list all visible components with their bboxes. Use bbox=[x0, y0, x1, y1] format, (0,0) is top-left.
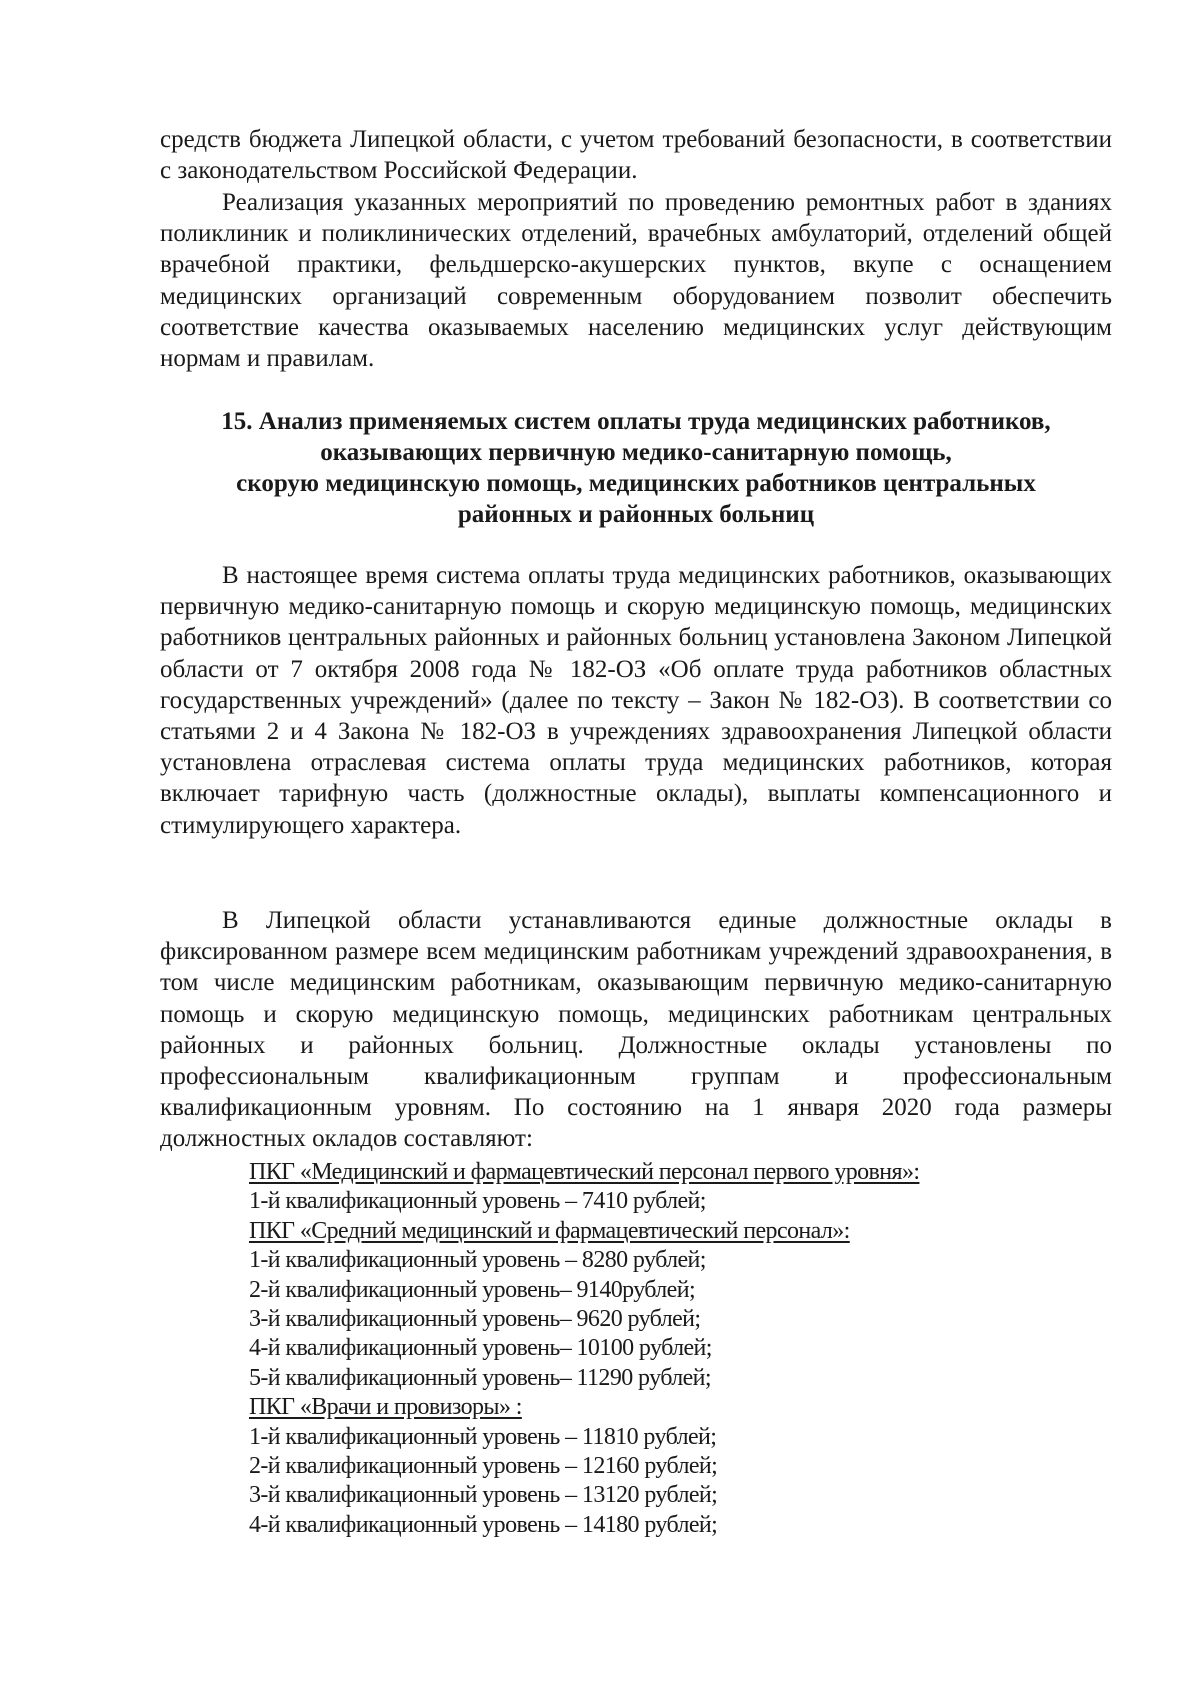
list-item: 4-й квалификационный уровень– 10100 рублей; bbox=[249, 1335, 712, 1362]
list-item: 1-й квалификационный уровень – 7410 рублей; bbox=[249, 1188, 706, 1215]
heading-line: районных и районных больниц bbox=[457, 501, 815, 528]
list-item: 5-й квалификационный уровень– 11290 рублей; bbox=[249, 1364, 711, 1391]
list-item: 2-й квалификационный уровень– 9140рублей; bbox=[249, 1276, 696, 1303]
paragraph-repair-works: Реализация указанных мероприятий по проведению ремонтных работ в зданиях поликлиник и поликлинических отделений, врачебных амбулаторий, отделений общей врачебной практики, фельдшерско-акушерских пунктов, вкупе с оснащением медицинских организаций современным оборудованием позволит обеспечить соответствие качества оказываемых населению медицинских услуг действующим нормам и правилам. bbox=[160, 189, 1112, 373]
list-item: 1-й квалификационный уровень – 11810 рублей; bbox=[249, 1423, 717, 1450]
list-item: 1-й квалификационный уровень – 8280 рублей; bbox=[249, 1247, 706, 1274]
paragraph-salaries: В Липецкой области устанавливаются единые должностные оклады в фиксированном размере всем медицинским работникам учреждений здравоохранения, в том числе медицинским работникам, оказывающим первичную медико-санитарную помощь и скорую медицинскую помощь, медицинских работникам центральных районных и районных больниц. Должностные оклады установлены по профессиональным квалификационным группам и профессиональным квалификационным уровням. По состоянию на 1 января 2020 года размеры должностных окладов составляют: bbox=[160, 907, 1112, 1153]
list-group-heading: ПКГ «Врачи и провизоры» : bbox=[249, 1394, 522, 1421]
heading-line: 15. Анализ применяемых систем оплаты труда медицинских работников, bbox=[221, 408, 1051, 435]
paragraph-payment-system: В настоящее время система оплаты труда медицинских работников, оказывающих первичную медико-санитарную помощь и скорую медицинскую помощь, медицинских работников центральных районных и районных больниц установлена Законом Липецкой области от 7 октября 2008 года № 182-ОЗ «Об оплате труда работников областных государственных учреждений» (далее по тексту – Закон № 182-ОЗ). В соответствии со статьями 2 и 4 Закона № 182-ОЗ в учреждениях здравоохранения Липецкой области установлена отраслевая система оплаты труда медицинских работников, которая включает тарифную часть (должностные оклады), выплаты компенсационного и стимулирующего характера. bbox=[160, 562, 1112, 839]
salary-list bbox=[249, 1158, 1099, 1540]
list-item: 3-й квалификационный уровень – 13120 рублей; bbox=[249, 1482, 718, 1509]
heading-line: скорую медицинскую помощь, медицинских работников центральных bbox=[236, 470, 1036, 497]
list-group-heading: ПКГ «Медицинский и фармацевтический персонал первого уровня»: bbox=[249, 1159, 920, 1185]
list-item: 4-й квалификационный уровень – 14180 рублей; bbox=[249, 1511, 718, 1538]
section-heading bbox=[160, 406, 1112, 530]
list-group-heading: ПКГ «Средний медицинский и фармацевтический персонал»: bbox=[249, 1217, 850, 1244]
paragraph-budget-funds: средств бюджета Липецкой области, с учетом требований безопасности, в соответствии с законодательством Российской Федерации. bbox=[160, 126, 1112, 185]
heading-line: оказывающих первичную медико-санитарную помощь, bbox=[320, 439, 952, 466]
list-item: 3-й квалификационный уровень– 9620 рублей; bbox=[249, 1306, 701, 1333]
list-item: 2-й квалификационный уровень – 12160 рублей; bbox=[249, 1453, 718, 1480]
